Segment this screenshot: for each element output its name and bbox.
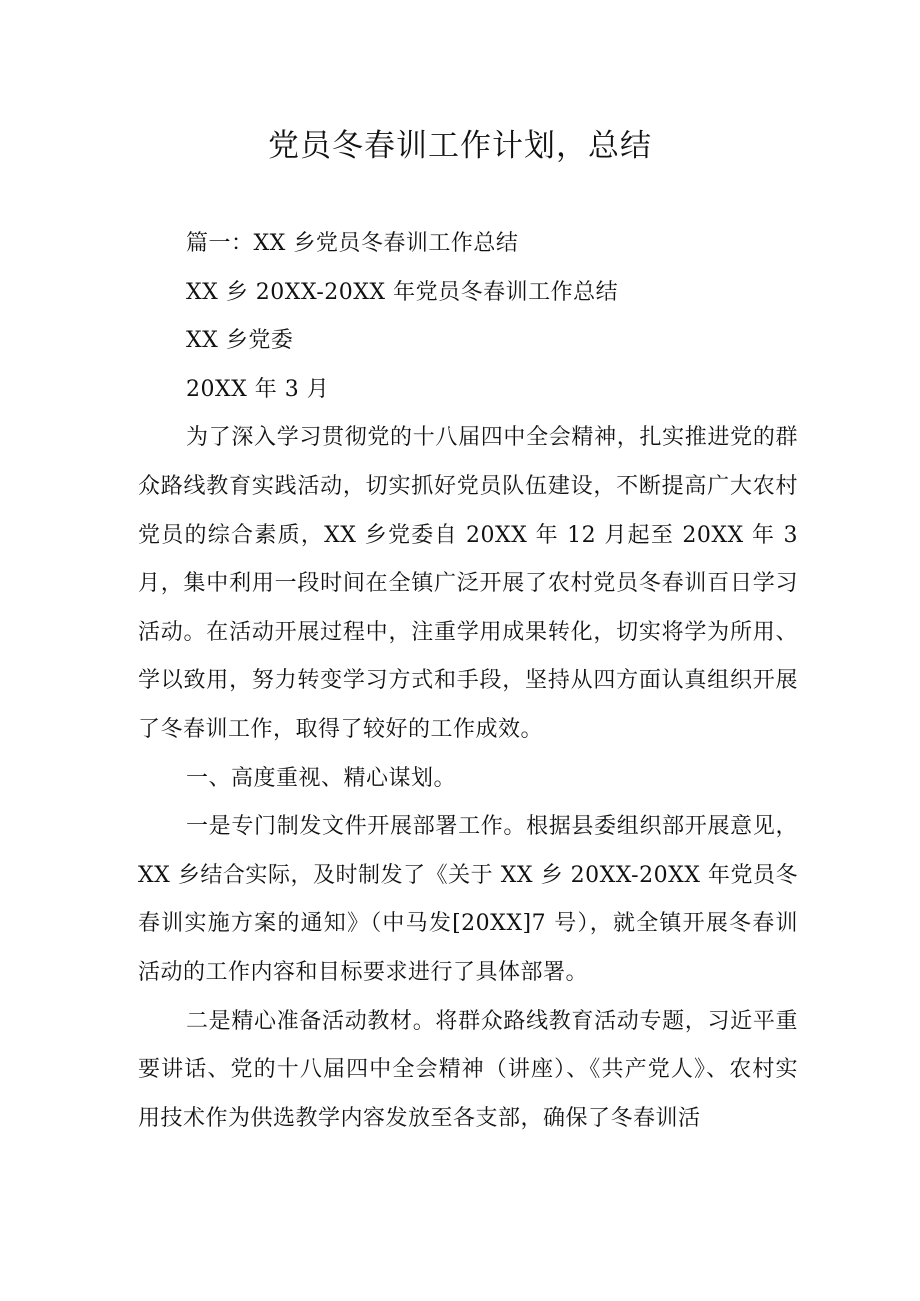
- report-title: XX 乡 20XX-20XX 年党员冬春训工作总结: [186, 279, 619, 305]
- report-date: 20XX 年 3 月: [186, 376, 330, 402]
- chapter-heading: 篇一：XX 乡党员冬春训工作总结: [186, 231, 519, 256]
- body-paragraph: 一是专门制发文件开展部署工作。根据县委组织部开展意见，XX 乡结合实际，及时制发了《关于 XX 乡 20XX-20XX 年党员冬春训实施方案的通知》（中马发[20XX]7 号），就全镇开展冬春训活动的工作内容和目标要求进行了具体部署。: [138, 814, 798, 985]
- body-paragraph: 二是精心准备活动教材。将群众路线教育活动专题，习近平重要讲话、党的十八届四中全会精神（讲座）、《共产党人》、农村实用技术作为供选教学内容发放至各支部，确保了冬春训活: [138, 1008, 798, 1131]
- body-paragraph: 为了深入学习贯彻党的十八届四中全会精神，扎实推进党的群众路线教育实践活动，切实抓好党员队伍建设，不断提高广大农村党员的综合素质，XX 乡党委自 20XX 年 12 月起至 20XX 年 3 月，集中利用一段时间在全镇广泛开展了农村党员冬春训百日学习活动。在活动开展过程中，注重学用成果转化，切实将学为所用、学以致用，努力转变学习方式和手段，坚持从四方面认真组织开展了冬春训工作，取得了较好的工作成效。: [138, 425, 798, 742]
- report-author: XX 乡党委: [186, 328, 294, 354]
- section-heading: 一、高度重视、精心谋划。: [186, 765, 457, 791]
- document-title: 党员冬春训工作计划，总结: [268, 128, 652, 164]
- document-body: [138, 220, 798, 1143]
